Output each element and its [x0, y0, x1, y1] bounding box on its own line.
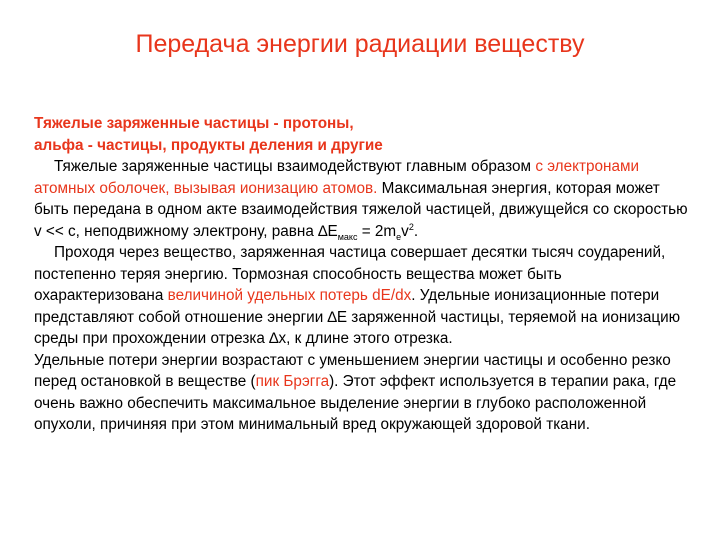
paragraph-1-text-a: Тяжелые заряженные частицы взаимодействуют главным образом — [54, 158, 536, 175]
paragraph-3-text-b: ). Этот эффект используется в терапии рака, где очень важно обеспечить максимальное выделение энергии в глубоко расположенной опухоли, причиняя при этом минимальный вред окружающей здоровой ткани. — [34, 373, 677, 433]
paragraph-1-text-b: Максимальная энергия, которая может быть передана в одном акте взаимодействия тяжелой частицей, движущейся со скоростью v << c, неподвижному электрону, равна — [34, 179, 688, 240]
paragraph-2-text-b: . Удельные ионизационные потери представляют собой отношение энергии — [34, 287, 660, 326]
paragraph-3-text-a: Удельные потери энергии возрастают с уменьшением энергии частицы и особенно резко перед остановкой в веществе ( — [34, 351, 671, 390]
delta-x-symbol: ∆x — [269, 330, 287, 347]
formula-equals: = 2m — [357, 222, 397, 240]
max-energy-formula — [318, 223, 418, 240]
formula-end: . — [413, 222, 419, 240]
formula-m-subscript: e — [396, 231, 402, 242]
paragraph-2-text-c: заряженной частицы, теряемой на ионизацию среды при прохождении отрезка — [34, 308, 681, 347]
formula-v-superscript: 2 — [408, 221, 414, 232]
paragraph-2-text-a: Проходя через вещество, заряженная частица совершает десятки тысяч соударений, постепенно теряя энергию. Тормозная способность вещества может быть охарактеризована — [34, 244, 666, 304]
subheading-line-2: альфа - частицы, продукты деления и другие — [34, 136, 383, 154]
paragraph-bragg-peak — [34, 350, 694, 436]
formula-v: v — [401, 222, 409, 240]
slide-title: Передача энергии радиации веществу — [135, 30, 585, 58]
subheading-line-1: Тяжелые заряженные частицы - протоны, — [34, 115, 354, 132]
formula-e: E — [327, 222, 338, 240]
paragraph-2-highlight: величиной удельных потерь dE/dx — [167, 287, 412, 304]
delta-e-symbol: ∆E — [327, 308, 348, 326]
paragraph-2-text-d: , к длине этого отрезка. — [286, 330, 453, 347]
paragraph-1-highlight: с электронами атомных оболочек, вызывая ионизацию атомов. — [34, 158, 640, 197]
slide-body — [34, 113, 694, 436]
paragraph-interaction — [34, 156, 694, 242]
bragg-peak-highlight: пик Брэгга — [255, 373, 330, 390]
formula-e-subscript: макс — [337, 231, 358, 242]
paragraph-stopping-power — [34, 242, 694, 350]
delta-symbol: ∆ — [318, 222, 328, 240]
